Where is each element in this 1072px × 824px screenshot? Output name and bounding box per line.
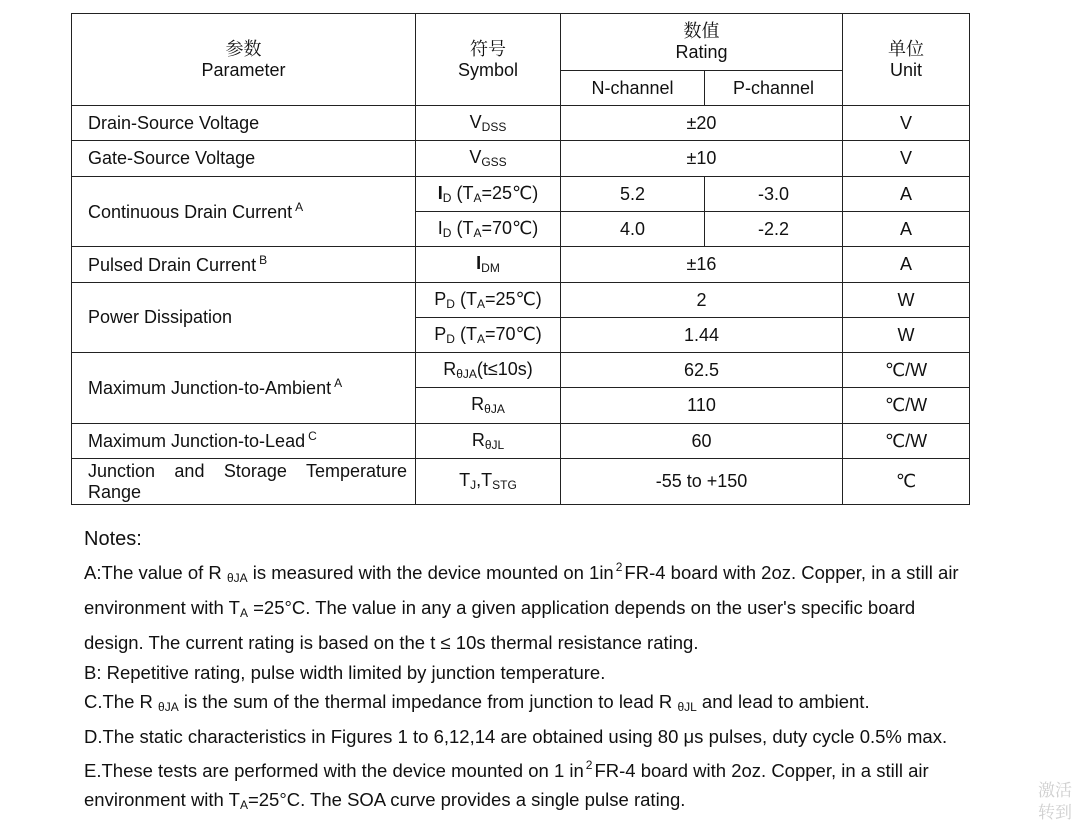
symbol-cell: $V_{GSS}$ (416, 141, 561, 177)
unit-cell: A (843, 177, 970, 212)
value-cell: ±10 (561, 141, 843, 177)
unit-cell: ℃/W (843, 388, 970, 424)
value-cell: -55 to +150 (561, 459, 843, 505)
symbol-cell: $R_{\theta JA}$ (416, 388, 561, 424)
note-e: E.These tests are performed with the device mounted on 1 in $^2$ FR-4 board with 2oz. Copper, in a still air environment with $T_A=25^\circ C$. The SOA curve provides a single pulse rating. (84, 758, 929, 813)
symbol-cell: $P_D$ $(T_A=25℃)$ (416, 283, 561, 318)
param-cell: Continuous Drain Current $^A$ (72, 177, 416, 247)
header-symbol: 符号 Symbol (416, 14, 561, 106)
unit-cell: A (843, 212, 970, 247)
activation-watermark: 激活 转到 (1038, 781, 1072, 822)
param-cell: Junction and Storage Temperature Range (72, 459, 416, 505)
value-cell: 60 (561, 424, 843, 459)
symbol-cell: $I_{DM}$ (416, 247, 561, 283)
p-channel-value: -3.0 (705, 177, 843, 212)
symbol-cell: $V_{DSS}$ (416, 106, 561, 141)
unit-cell: W (843, 283, 970, 318)
row-vgss (72, 141, 970, 177)
note-d: D.The static characteristics in Figures 1 to 6,12,14 are obtained using 80 μs pulses, duty cycle 0.5% max. (84, 726, 948, 748)
param-cell: Power Dissipation (72, 283, 416, 353)
unit-cell: V (843, 141, 970, 177)
value-cell: ±16 (561, 247, 843, 283)
value-cell: ±20 (561, 106, 843, 141)
header-n-channel: N-channel (561, 71, 705, 106)
symbol-cell: $I_D$ $(T_A=70℃)$ (416, 212, 561, 247)
header-p-channel: P-channel (705, 71, 843, 106)
row-id-25 (72, 177, 970, 212)
header-row-1 (72, 14, 970, 71)
absolute-max-ratings-table (71, 13, 970, 505)
p-channel-value: -2.2 (705, 212, 843, 247)
symbol-cell: $P_D$ $(T_A=70℃)$ (416, 318, 561, 353)
param-cell: Gate-Source Voltage (72, 141, 416, 177)
note-c: C.The R $_{\theta JA}$ is the sum of the thermal impedance from junction to lead R $_{\theta JL}$ and lead to ambient. (84, 690, 870, 714)
param-cell: Maximum Junction-to-Lead $^C$ (72, 424, 416, 459)
row-idm (72, 247, 970, 283)
row-rtja-10s (72, 353, 970, 388)
row-rtjl (72, 424, 970, 459)
unit-cell: W (843, 318, 970, 353)
symbol-cell: $T_J,T_{STG}$ (416, 459, 561, 505)
value-cell: 62.5 (561, 353, 843, 388)
note-a: A:The value of R $_{\theta JA}$ is measured with the device mounted on 1in $^2$ FR-4 board with 2oz. Copper, in a still air environment with $T_A =25^\circ C$. The value in any a given application depends on the user's specific board design. The current rating is based on the t ≤ 10s thermal resistance rating. (84, 560, 959, 654)
note-b: B: Repetitive rating, pulse width limited by junction temperature. (84, 661, 606, 683)
n-channel-value: 4.0 (561, 212, 705, 247)
param-cell: Drain-Source Voltage (72, 106, 416, 141)
header-rating: 数值 Rating (561, 14, 843, 71)
param-cell: Pulsed Drain Current $^B$ (72, 247, 416, 283)
notes-section (84, 525, 974, 821)
unit-cell: ℃/W (843, 353, 970, 388)
row-vdss (72, 106, 970, 141)
unit-cell: ℃ (843, 459, 970, 505)
unit-cell: A (843, 247, 970, 283)
n-channel-value: 5.2 (561, 177, 705, 212)
notes-title: Notes: (84, 528, 142, 550)
value-cell: 2 (561, 283, 843, 318)
unit-cell: ℃/W (843, 424, 970, 459)
row-pd-25 (72, 283, 970, 318)
symbol-cell: $R_{\theta JA}(t\le 10s)$ (416, 353, 561, 388)
value-cell: 110 (561, 388, 843, 424)
header-parameter: 参数 Parameter (72, 14, 416, 106)
symbol-cell: $R_{\theta JL}$ (416, 424, 561, 459)
symbol-cell: $I_D$ $(T_A=25℃)$ (416, 177, 561, 212)
header-unit: 单位 Unit (843, 14, 970, 106)
value-cell: 1.44 (561, 318, 843, 353)
param-cell: Maximum Junction-to-Ambient $^A$ (72, 353, 416, 424)
row-tj-tstg (72, 459, 970, 505)
unit-cell: V (843, 106, 970, 141)
